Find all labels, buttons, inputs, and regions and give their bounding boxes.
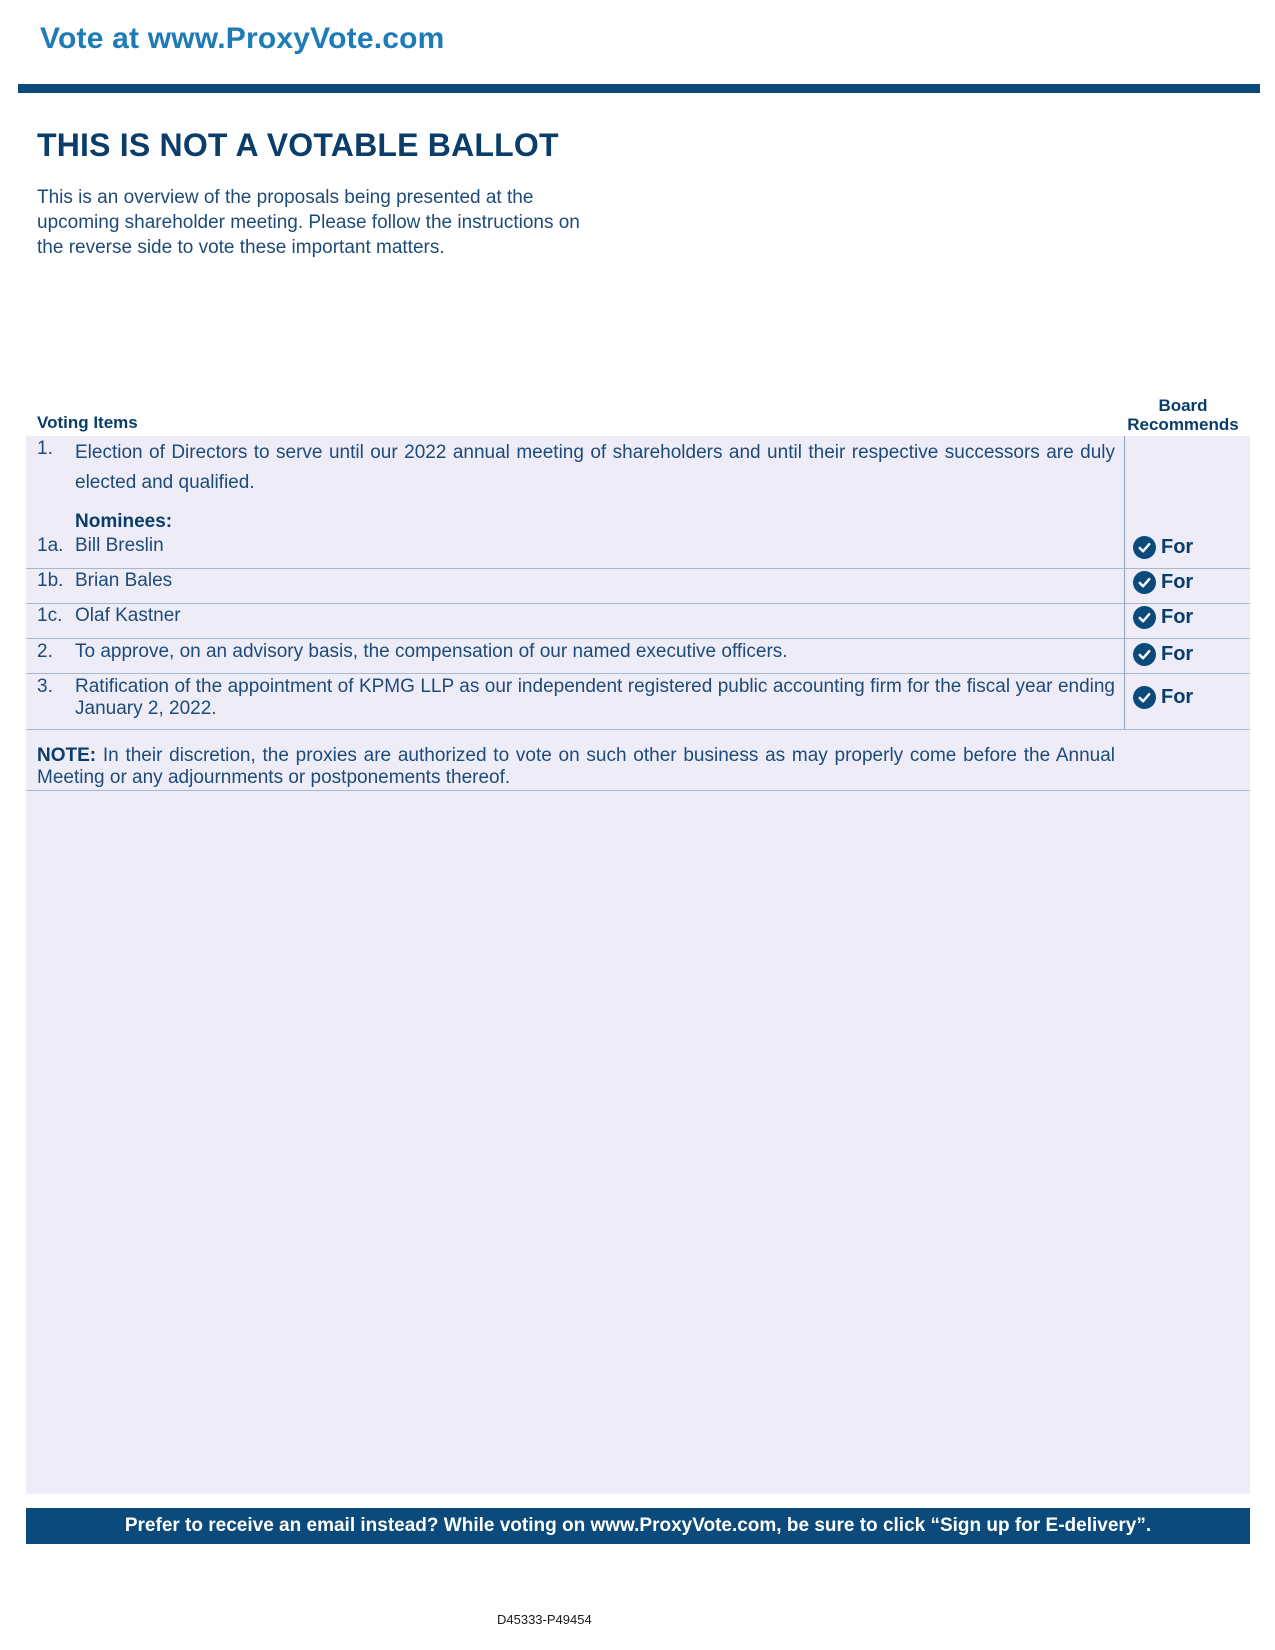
header-url-heading: Vote at www.ProxyVote.com <box>40 22 445 55</box>
row-1b-text: Brian Bales <box>75 570 173 591</box>
document-code: D45333-P49454 <box>497 1612 592 1627</box>
recommendation-label: For <box>1161 536 1194 558</box>
nominees-label: Nominees: <box>75 511 173 532</box>
check-circle-icon <box>1133 571 1156 594</box>
recommendation-label: For <box>1161 606 1194 628</box>
note-divider <box>26 790 1250 791</box>
row-3-text: Ratification of the appointment of KPMG LLP as our independent registered public accounting firm for the fiscal year ending January 2, 2022. <box>75 676 1115 719</box>
row-2-recommendation <box>1133 643 1193 666</box>
row-1a-number: 1a. <box>37 535 64 556</box>
board-recommends-line-1: Board <box>1158 396 1208 415</box>
row-1b-recommendation <box>1133 571 1193 594</box>
row-1a-recommendation <box>1133 536 1193 559</box>
check-circle-icon <box>1133 643 1156 666</box>
edelivery-text: Prefer to receive an email instead? While voting on www.ProxyVote.com, be sure to click “Sign up for E-delivery”. <box>124 1515 1152 1536</box>
row-2-text: To approve, on an advisory basis, the compensation of our named executive officers. <box>75 641 788 662</box>
note-label: NOTE: <box>37 745 97 766</box>
row-divider <box>26 673 1250 674</box>
intro-paragraph <box>37 185 637 260</box>
item-1-number: 1. <box>37 438 53 459</box>
check-circle-icon <box>1133 536 1156 559</box>
row-divider <box>26 603 1250 604</box>
row-1c-recommendation <box>1133 606 1193 629</box>
recommendation-label: For <box>1161 643 1194 665</box>
row-1c-number: 1c. <box>37 605 63 626</box>
board-recommends-line-2: Recommends <box>1127 415 1239 434</box>
header-divider <box>18 84 1260 93</box>
voting-items-panel <box>26 436 1250 1494</box>
item-1-text: Election of Directors to serve until our 2022 annual meeting of shareholders and until their respective successors are duly elected and qualified. <box>75 442 1115 493</box>
row-2-number: 2. <box>37 641 53 662</box>
note-paragraph <box>37 745 1115 789</box>
note-text: In their discretion, the proxies are authorized to vote on such other business as may properly come before the Annual Meeting or any adjournments or postponements thereof. <box>37 745 1115 788</box>
row-divider <box>26 638 1250 639</box>
edelivery-banner <box>26 1508 1250 1544</box>
row-divider <box>26 568 1250 569</box>
intro-line-1: This is an overview of the proposals being presented at the <box>37 187 534 208</box>
row-1b-number: 1b. <box>37 570 64 591</box>
recommendation-label: For <box>1161 686 1194 708</box>
row-1c-text: Olaf Kastner <box>75 605 181 626</box>
intro-line-3: the reverse side to vote these important matters. <box>37 237 445 258</box>
voting-items-header: Voting Items <box>37 413 138 432</box>
recommendation-column-divider <box>1124 436 1125 730</box>
check-circle-icon <box>1133 686 1156 709</box>
recommendation-label: For <box>1161 571 1194 593</box>
row-3-recommendation <box>1133 686 1193 709</box>
row-3-number: 3. <box>37 676 53 697</box>
row-1a-text: Bill Breslin <box>75 535 164 556</box>
intro-line-2: upcoming shareholder meeting. Please follow the instructions on <box>37 212 580 233</box>
check-circle-icon <box>1133 606 1156 629</box>
page-title: THIS IS NOT A VOTABLE BALLOT <box>37 127 559 163</box>
row-divider <box>26 729 1250 730</box>
board-recommends-header <box>1118 396 1248 434</box>
